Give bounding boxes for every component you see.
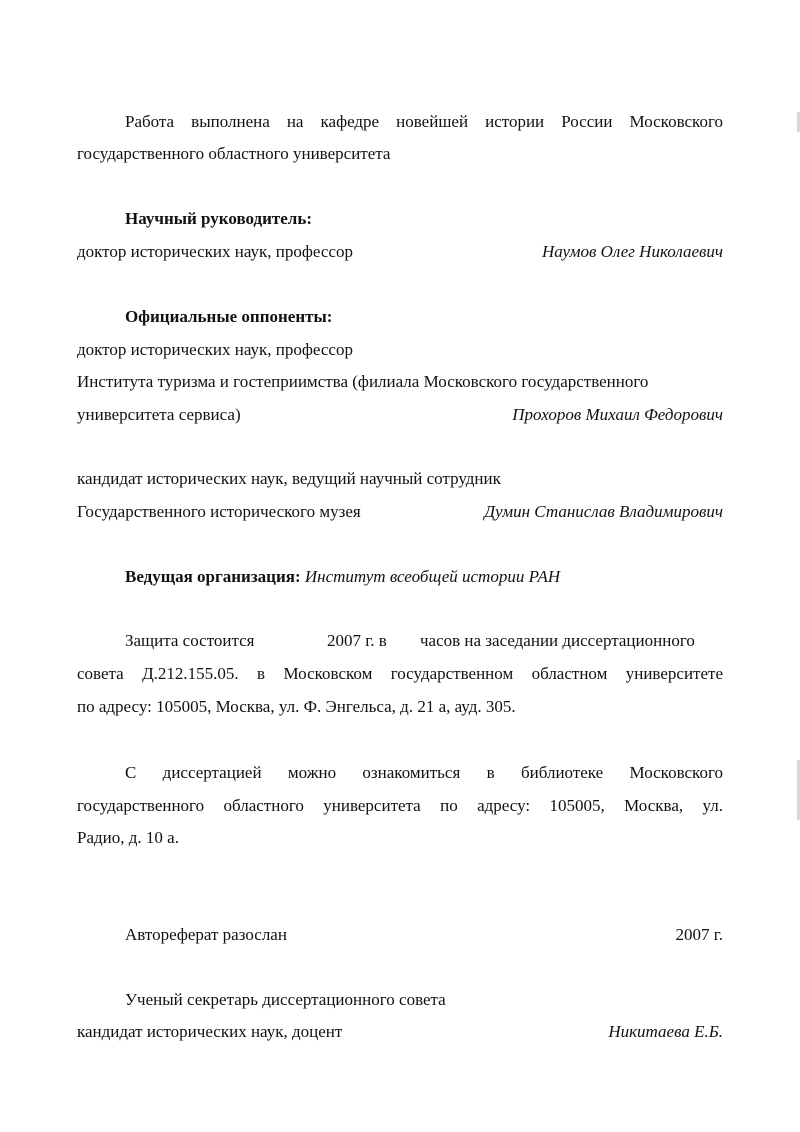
opponent-2-name: Думин Станислав Владимирович — [484, 502, 723, 521]
supervisor-heading: Научный руководитель: — [125, 209, 312, 228]
opponent-2-row — [77, 501, 723, 523]
library-line-1: С диссертацией можно ознакомиться в библиотеке Московского — [125, 763, 723, 782]
secretary-row — [77, 1021, 723, 1043]
opponent-2-title: кандидат исторических наук, ведущий научный сотрудник — [77, 469, 501, 488]
supervisor-title: доктор исторических наук, профессор — [77, 242, 353, 261]
lead-organization — [125, 566, 723, 588]
opponents-heading: Официальные оппоненты: — [125, 307, 333, 326]
defense-line-3: по адресу: 105005, Москва, ул. Ф. Энгельса, д. 21 а, ауд. 305. — [77, 697, 516, 716]
defense-part-2: 2007 г. в — [327, 631, 387, 650]
mailing-row — [125, 924, 723, 946]
secretary-name: Никитаева Е.Б. — [608, 1022, 723, 1041]
intro-line-1: Работа выполнена на кафедре новейшей истории России Московского — [125, 112, 723, 131]
opponent-1-org-line-1: Института туризма и гостеприимства (филиала Московского государственного — [77, 372, 649, 391]
supervisor-name: Наумов Олег Николаевич — [541, 242, 723, 261]
opponent-1-name: Прохоров Михаил Федорович — [512, 405, 723, 424]
opponent-2-org: Государственного исторического музея — [77, 502, 361, 521]
supervisor-row — [77, 241, 723, 263]
defense-line-1 — [125, 630, 723, 652]
opponent-1-org-line-2: университета сервиса) — [77, 405, 241, 424]
defense-line-2: совета Д.212.155.05. в Московском государственном областном университете — [77, 664, 723, 683]
secretary-role: Ученый секретарь диссертационного совета — [125, 990, 446, 1009]
opponent-1-title: доктор исторических наук, профессор — [77, 340, 353, 359]
secretary-title: кандидат исторических наук, доцент — [77, 1022, 343, 1041]
mailing-label: Автореферат разослан — [125, 925, 287, 944]
defense-part-1: Защита состоится — [125, 631, 255, 650]
lead-org-label: Ведущая организация: — [125, 567, 301, 586]
mailing-year: 2007 г. — [675, 925, 723, 944]
lead-org-value: Институт всеобщей истории РАН — [304, 567, 561, 586]
library-line-3: Радио, д. 10 а. — [77, 828, 179, 847]
opponent-1-row — [77, 404, 723, 426]
library-line-2: государственного областного университета по адресу: 105005, Москва, ул. — [77, 796, 723, 815]
defense-part-3: часов на заседании диссертационного — [420, 631, 695, 650]
intro-line-2: государственного областного университета — [77, 144, 391, 163]
